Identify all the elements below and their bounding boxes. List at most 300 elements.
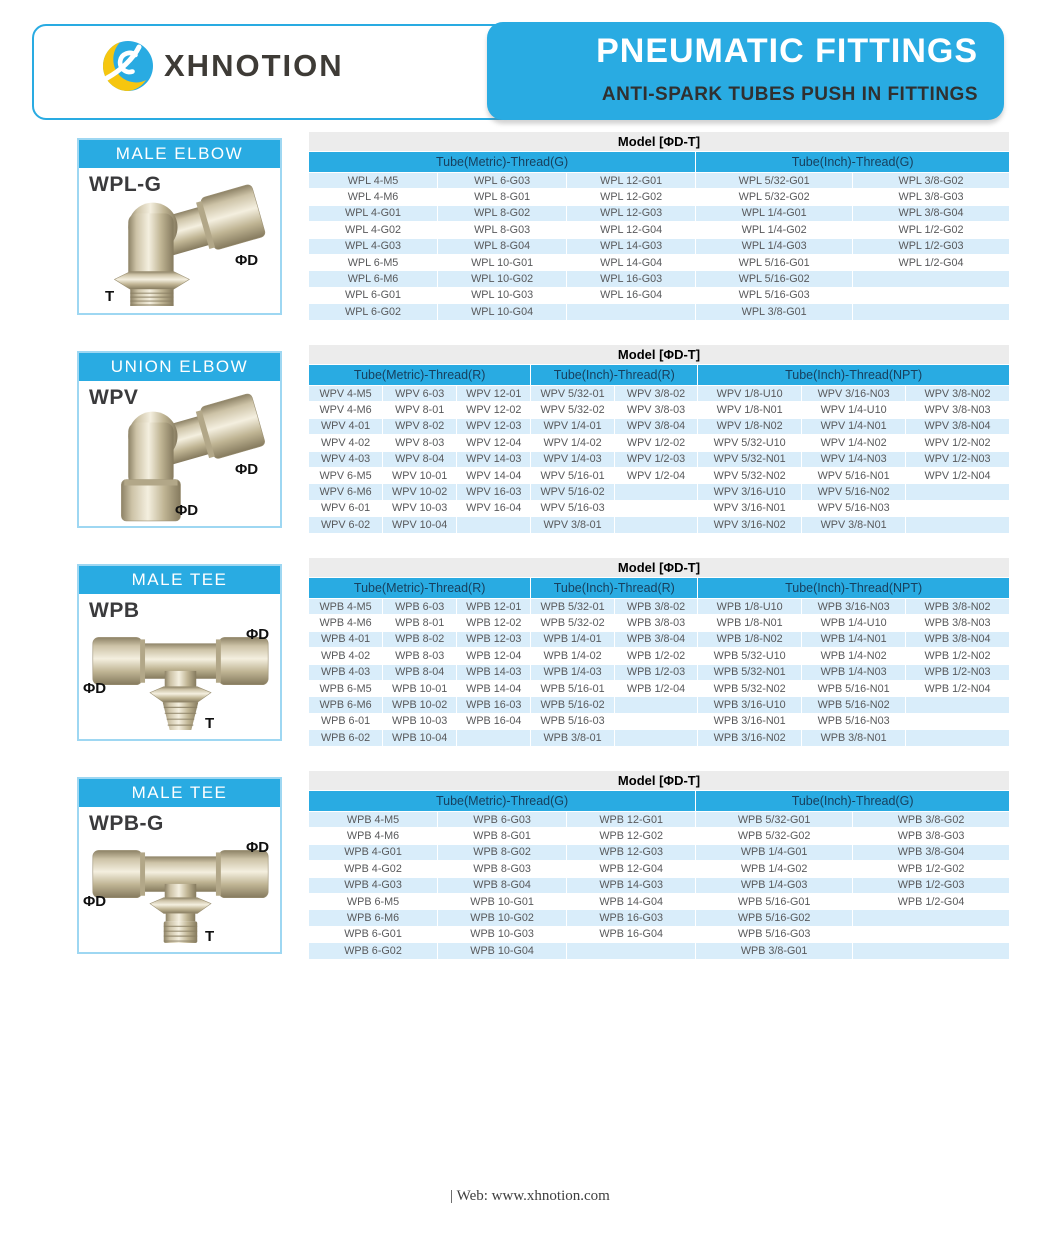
table-row: [309, 206, 1009, 221]
model-cell: WPB 3/8-01: [531, 730, 613, 745]
model-cell: [853, 943, 1009, 958]
model-cell: WPV 1/2-N03: [906, 452, 1009, 467]
table-row: [309, 386, 1009, 401]
table-row: [309, 222, 1009, 237]
model-cell: WPV 1/8-N01: [698, 402, 801, 417]
footer-web-address: | Web: www.xhnotion.com: [450, 1188, 610, 1204]
model-cell: WPB 1/2-04: [615, 681, 697, 696]
model-cell: WPB 5/32-N02: [698, 681, 801, 696]
model-cell: WPL 4-M5: [309, 173, 437, 188]
model-cell: WPB 12-02: [457, 615, 530, 630]
table-row: [309, 189, 1009, 204]
model-cell: WPB 3/8-N04: [906, 632, 1009, 647]
model-cell: WPB 8-G01: [438, 828, 566, 843]
panel-category-title: MALE ELBOW: [79, 140, 280, 168]
section-male-elbow-wpl-g: [0, 128, 1060, 341]
table-row: [309, 255, 1009, 270]
model-cell: WPL 5/32-G01: [696, 173, 852, 188]
model-cell: WPV 3/8-03: [615, 402, 697, 417]
model-cell: WPB 4-M5: [309, 599, 382, 614]
model-cell: WPB 5/32-N01: [698, 665, 801, 680]
model-cell: WPV 4-M5: [309, 386, 382, 401]
model-cell: WPL 6-M6: [309, 271, 437, 286]
dimension-label-phi-d: ΦD: [175, 502, 199, 519]
model-cell: WPB 3/8-G02: [853, 812, 1009, 827]
dimension-label-phi-d: ΦD: [235, 252, 259, 269]
model-cell: WPV 12-04: [457, 435, 530, 450]
column-group-header: Tube(Inch)-Thread(NPT): [698, 365, 1009, 385]
model-cell: WPV 5/16-01: [531, 468, 613, 483]
table-row: [309, 812, 1009, 827]
model-code: WPB: [89, 599, 140, 622]
model-cell: WPV 1/4-U10: [802, 402, 905, 417]
model-cell: WPV 5/16-03: [531, 501, 613, 516]
table-row: [309, 599, 1009, 614]
model-cell: WPB 1/4-G03: [696, 878, 852, 893]
model-cell: WPB 14-G04: [567, 894, 695, 909]
model-cell: WPB 5/16-01: [531, 681, 613, 696]
model-cell: WPV 12-01: [457, 386, 530, 401]
model-cell: WPB 5/16-N01: [802, 681, 905, 696]
model-cell: WPL 16-G04: [567, 288, 695, 303]
section-union-elbow-wpv: [0, 341, 1060, 554]
model-cell: WPL 4-G03: [309, 239, 437, 254]
model-cell: [853, 927, 1009, 942]
model-cell: WPB 6-M6: [309, 697, 382, 712]
table-row: [309, 665, 1009, 680]
model-cell: [853, 288, 1009, 303]
table-row: [309, 419, 1009, 434]
column-group-header: Tube(Metric)-Thread(G): [309, 791, 695, 811]
model-cell: WPB 1/8-U10: [698, 599, 801, 614]
brand-name: XHNOTION: [164, 48, 344, 83]
table-title: Model [ΦD-T]: [309, 558, 1009, 577]
model-cell: WPB 5/16-N03: [802, 714, 905, 729]
model-cell: WPL 3/8-G02: [853, 173, 1009, 188]
model-cell: WPV 1/2-04: [615, 468, 697, 483]
model-cell: WPV 5/32-02: [531, 402, 613, 417]
model-cell: WPB 4-M5: [309, 812, 437, 827]
product-panel: [77, 351, 282, 528]
model-cell: WPB 3/8-N02: [906, 599, 1009, 614]
model-cell: [567, 943, 695, 958]
model-cell: WPV 1/4-03: [531, 452, 613, 467]
model-cell: WPV 3/8-N03: [906, 402, 1009, 417]
model-cell: WPB 6-01: [309, 714, 382, 729]
model-cell: WPL 3/8-G03: [853, 189, 1009, 204]
model-cell: WPV 3/8-N04: [906, 419, 1009, 434]
model-cell: WPB 14-03: [457, 665, 530, 680]
table-title: Model [ΦD-T]: [309, 771, 1009, 790]
model-cell: WPV 1/8-N02: [698, 419, 801, 434]
model-cell: WPB 1/8-N02: [698, 632, 801, 647]
brand-logo: [100, 38, 344, 94]
model-cell: WPL 1/4-G03: [696, 239, 852, 254]
model-cell: WPB 16-G04: [567, 927, 695, 942]
model-cell: [457, 730, 530, 745]
model-cell: WPL 5/16-G01: [696, 255, 852, 270]
model-code: WPV: [89, 386, 139, 409]
model-cell: WPL 8-G03: [438, 222, 566, 237]
panel-category-title: UNION ELBOW: [79, 353, 280, 381]
model-cell: WPL 4-G02: [309, 222, 437, 237]
model-cell: WPV 1/4-01: [531, 419, 613, 434]
model-cell: WPV 10-04: [383, 517, 456, 532]
model-cell: WPB 3/8-G04: [853, 845, 1009, 860]
model-cell: WPB 8-G04: [438, 878, 566, 893]
model-cell: WPB 6-M5: [309, 681, 382, 696]
model-cell: [615, 714, 697, 729]
model-cell: WPB 12-G03: [567, 845, 695, 860]
model-cell: WPV 4-M6: [309, 402, 382, 417]
model-cell: [906, 517, 1009, 532]
model-cell: WPB 1/2-N02: [906, 648, 1009, 663]
model-cell: WPL 5/16-G02: [696, 271, 852, 286]
model-cell: WPL 6-G02: [309, 304, 437, 319]
column-group-header: Tube(Inch)-Thread(NPT): [698, 578, 1009, 598]
model-cell: WPV 14-03: [457, 452, 530, 467]
dimension-label-phi-d: ΦD: [235, 461, 259, 478]
model-cell: [906, 697, 1009, 712]
model-cell: WPV 1/2-N04: [906, 468, 1009, 483]
table-row: [309, 402, 1009, 417]
table-row: [309, 173, 1009, 188]
model-cell: WPB 3/8-N03: [906, 615, 1009, 630]
model-cell: WPB 1/2-N03: [906, 665, 1009, 680]
model-cell: WPV 10-02: [383, 484, 456, 499]
column-group-header: Tube(Inch)-Thread(G): [696, 791, 1009, 811]
model-cell: WPV 3/8-N02: [906, 386, 1009, 401]
product-panel: [77, 138, 282, 315]
model-cell: WPB 4-02: [309, 648, 382, 663]
section-male-tee-wpb: [0, 554, 1060, 767]
product-panel: [77, 777, 282, 954]
model-cell: WPV 3/8-04: [615, 419, 697, 434]
model-cell: WPV 3/16-N01: [698, 501, 801, 516]
table-row: [309, 878, 1009, 893]
model-cell: [853, 910, 1009, 925]
column-group-header: Tube(Inch)-Thread(R): [531, 578, 697, 598]
model-cell: WPV 5/16-N01: [802, 468, 905, 483]
model-cell: WPB 5/32-U10: [698, 648, 801, 663]
model-cell: WPL 1/2-G04: [853, 255, 1009, 270]
dimension-label-phi-d: ΦD: [83, 893, 107, 910]
model-cell: WPB 1/4-N01: [802, 632, 905, 647]
model-cell: WPB 12-G04: [567, 861, 695, 876]
model-cell: WPB 12-04: [457, 648, 530, 663]
column-group-header: Tube(Inch)-Thread(G): [696, 152, 1009, 172]
table-row: [309, 714, 1009, 729]
model-cell: [853, 271, 1009, 286]
model-table-container: [308, 131, 1010, 321]
model-cell: WPV 1/8-U10: [698, 386, 801, 401]
model-cell: WPV 16-03: [457, 484, 530, 499]
model-cell: WPL 1/2-G02: [853, 222, 1009, 237]
model-cell: WPB 5/16-03: [531, 714, 613, 729]
model-cell: WPV 4-03: [309, 452, 382, 467]
model-cell: WPB 5/16-N02: [802, 697, 905, 712]
model-cell: WPL 6-M5: [309, 255, 437, 270]
model-cell: WPB 4-M6: [309, 828, 437, 843]
model-cell: WPV 1/4-02: [531, 435, 613, 450]
model-cell: WPV 3/16-N03: [802, 386, 905, 401]
model-cell: WPB 8-04: [383, 665, 456, 680]
table-row: [309, 927, 1009, 942]
model-cell: WPB 5/16-02: [531, 697, 613, 712]
model-cell: WPB 1/4-G02: [696, 861, 852, 876]
model-cell: WPL 5/32-G02: [696, 189, 852, 204]
model-cell: WPL 1/4-G01: [696, 206, 852, 221]
table-title: Model [ΦD-T]: [309, 132, 1009, 151]
model-cell: WPB 1/4-01: [531, 632, 613, 647]
model-cell: WPB 10-02: [383, 697, 456, 712]
model-cell: WPB 5/16-G03: [696, 927, 852, 942]
model-cell: WPL 6-G03: [438, 173, 566, 188]
model-cell: [567, 304, 695, 319]
model-cell: WPB 1/4-02: [531, 648, 613, 663]
model-cell: WPV 3/8-01: [531, 517, 613, 532]
model-cell: WPB 5/16-G02: [696, 910, 852, 925]
model-cell: WPV 5/32-U10: [698, 435, 801, 450]
model-cell: WPB 6-G02: [309, 943, 437, 958]
model-cell: WPB 14-G03: [567, 878, 695, 893]
model-cell: WPB 10-04: [383, 730, 456, 745]
model-cell: WPL 6-G01: [309, 288, 437, 303]
model-cell: WPB 3/8-02: [615, 599, 697, 614]
model-cell: WPV 3/8-N01: [802, 517, 905, 532]
model-cell: WPB 10-G04: [438, 943, 566, 958]
model-cell: WPV 6-01: [309, 501, 382, 516]
model-cell: [457, 517, 530, 532]
column-group-header: Tube(Inch)-Thread(R): [531, 365, 697, 385]
model-cell: WPL 8-G04: [438, 239, 566, 254]
model-cell: WPB 10-01: [383, 681, 456, 696]
model-cell: WPB 1/4-N03: [802, 665, 905, 680]
model-cell: WPB 6-M6: [309, 910, 437, 925]
table-row: [309, 681, 1009, 696]
model-cell: WPL 10-G02: [438, 271, 566, 286]
table-row: [309, 271, 1009, 286]
model-cell: WPV 10-03: [383, 501, 456, 516]
model-cell: WPB 3/8-N01: [802, 730, 905, 745]
model-cell: WPB 3/16-N03: [802, 599, 905, 614]
table-row: [309, 452, 1009, 467]
model-cell: WPB 3/8-G01: [696, 943, 852, 958]
model-cell: WPL 4-M6: [309, 189, 437, 204]
dimension-label-t: T: [205, 928, 215, 945]
model-cell: WPL 8-G02: [438, 206, 566, 221]
model-cell: WPL 12-G03: [567, 206, 695, 221]
panel-category-title: MALE TEE: [79, 566, 280, 594]
model-cell: WPB 16-03: [457, 697, 530, 712]
model-cell: WPB 3/16-U10: [698, 697, 801, 712]
model-cell: WPV 1/2-03: [615, 452, 697, 467]
model-cell: WPB 1/2-G04: [853, 894, 1009, 909]
model-table: [308, 557, 1010, 747]
table-row: [309, 435, 1009, 450]
model-code: WPL-G: [89, 173, 162, 196]
model-cell: WPB 10-G02: [438, 910, 566, 925]
table-row: [309, 943, 1009, 958]
model-cell: WPL 12-G02: [567, 189, 695, 204]
model-table-container: [308, 557, 1010, 747]
dimension-label-t: T: [105, 288, 115, 305]
model-cell: WPB 6-G01: [309, 927, 437, 942]
model-cell: WPB 3/16-N02: [698, 730, 801, 745]
model-cell: WPV 12-03: [457, 419, 530, 434]
model-cell: WPV 8-03: [383, 435, 456, 450]
model-cell: WPB 10-03: [383, 714, 456, 729]
model-cell: WPB 1/4-U10: [802, 615, 905, 630]
panel-category-title: MALE TEE: [79, 779, 280, 807]
model-cell: WPV 5/32-N01: [698, 452, 801, 467]
model-cell: WPB 1/8-N01: [698, 615, 801, 630]
dimension-label-t: T: [205, 715, 215, 732]
model-cell: WPB 12-G02: [567, 828, 695, 843]
model-cell: WPB 6-03: [383, 599, 456, 614]
model-cell: [906, 714, 1009, 729]
model-cell: WPV 12-02: [457, 402, 530, 417]
model-cell: [906, 730, 1009, 745]
table-row: [309, 697, 1009, 712]
table-row: [309, 861, 1009, 876]
model-cell: WPV 1/4-N01: [802, 419, 905, 434]
model-cell: WPV 6-02: [309, 517, 382, 532]
model-table: [308, 770, 1010, 960]
model-cell: [615, 517, 697, 532]
model-cell: WPB 8-02: [383, 632, 456, 647]
model-cell: WPB 4-G02: [309, 861, 437, 876]
model-cell: WPV 5/16-N02: [802, 484, 905, 499]
model-cell: WPL 3/8-G01: [696, 304, 852, 319]
column-group-header: Tube(Metric)-Thread(R): [309, 578, 530, 598]
model-cell: WPB 1/2-N04: [906, 681, 1009, 696]
model-cell: WPV 4-01: [309, 419, 382, 434]
model-table: [308, 344, 1010, 534]
model-cell: WPB 5/32-02: [531, 615, 613, 630]
model-cell: WPL 12-G04: [567, 222, 695, 237]
model-cell: WPL 14-G03: [567, 239, 695, 254]
model-cell: WPB 12-G01: [567, 812, 695, 827]
model-cell: WPB 8-01: [383, 615, 456, 630]
table-row: [309, 239, 1009, 254]
model-cell: WPV 1/4-N03: [802, 452, 905, 467]
model-cell: WPV 1/4-N02: [802, 435, 905, 450]
model-cell: [615, 730, 697, 745]
table-row: [309, 288, 1009, 303]
model-cell: WPV 5/32-N02: [698, 468, 801, 483]
table-row: [309, 845, 1009, 860]
model-cell: WPV 8-04: [383, 452, 456, 467]
model-cell: WPB 4-G03: [309, 878, 437, 893]
table-row: [309, 910, 1009, 925]
model-cell: [906, 484, 1009, 499]
model-cell: [615, 501, 697, 516]
product-panel: [77, 564, 282, 741]
table-row: [309, 517, 1009, 532]
model-cell: WPB 8-G03: [438, 861, 566, 876]
model-cell: [615, 697, 697, 712]
table-row: [309, 484, 1009, 499]
model-cell: WPV 8-01: [383, 402, 456, 417]
model-cell: WPB 1/2-G02: [853, 861, 1009, 876]
model-cell: WPB 1/4-03: [531, 665, 613, 680]
model-cell: WPB 4-M6: [309, 615, 382, 630]
model-cell: WPL 8-G01: [438, 189, 566, 204]
model-cell: WPV 5/32-01: [531, 386, 613, 401]
model-cell: WPB 5/32-01: [531, 599, 613, 614]
model-cell: WPV 10-01: [383, 468, 456, 483]
model-cell: WPV 3/8-02: [615, 386, 697, 401]
model-cell: WPL 3/8-G04: [853, 206, 1009, 221]
model-cell: WPV 4-02: [309, 435, 382, 450]
model-cell: WPB 5/32-G02: [696, 828, 852, 843]
model-cell: WPB 5/16-G01: [696, 894, 852, 909]
table-row: [309, 501, 1009, 516]
model-cell: [853, 304, 1009, 319]
table-row: [309, 632, 1009, 647]
model-cell: WPL 1/4-G02: [696, 222, 852, 237]
model-cell: WPB 10-G03: [438, 927, 566, 942]
model-cell: WPL 4-G01: [309, 206, 437, 221]
model-cell: WPB 4-01: [309, 632, 382, 647]
page-subtitle: ANTI-SPARK TUBES PUSH IN FITTINGS: [601, 84, 978, 105]
table-row: [309, 648, 1009, 663]
model-cell: WPB 6-G03: [438, 812, 566, 827]
model-cell: WPL 1/2-G03: [853, 239, 1009, 254]
model-cell: WPB 1/2-03: [615, 665, 697, 680]
model-cell: WPB 3/16-N01: [698, 714, 801, 729]
table-row: [309, 828, 1009, 843]
model-cell: WPV 1/2-N02: [906, 435, 1009, 450]
model-cell: WPL 10-G03: [438, 288, 566, 303]
model-cell: WPB 1/2-G03: [853, 878, 1009, 893]
model-cell: WPB 3/8-03: [615, 615, 697, 630]
model-cell: WPB 8-03: [383, 648, 456, 663]
table-row: [309, 468, 1009, 483]
model-cell: WPB 12-03: [457, 632, 530, 647]
model-cell: WPL 5/16-G03: [696, 288, 852, 303]
model-cell: WPB 4-03: [309, 665, 382, 680]
table-title: Model [ΦD-T]: [309, 345, 1009, 364]
model-code: WPB-G: [89, 812, 164, 835]
model-cell: WPB 10-G01: [438, 894, 566, 909]
table-row: [309, 730, 1009, 745]
model-table-container: [308, 344, 1010, 534]
model-cell: WPL 14-G04: [567, 255, 695, 270]
model-cell: WPL 10-G01: [438, 255, 566, 270]
model-cell: WPL 10-G04: [438, 304, 566, 319]
model-cell: WPB 3/8-04: [615, 632, 697, 647]
model-cell: WPB 5/32-G01: [696, 812, 852, 827]
model-cell: WPB 16-G03: [567, 910, 695, 925]
model-cell: WPV 6-M5: [309, 468, 382, 483]
model-cell: WPV 1/2-02: [615, 435, 697, 450]
model-cell: WPV 3/16-U10: [698, 484, 801, 499]
model-cell: WPV 6-03: [383, 386, 456, 401]
model-cell: [615, 484, 697, 499]
model-cell: WPV 14-04: [457, 468, 530, 483]
model-table-container: [308, 770, 1010, 960]
model-cell: WPB 6-M5: [309, 894, 437, 909]
header-banner: [487, 22, 1004, 120]
model-cell: WPV 3/16-N02: [698, 517, 801, 532]
table-row: [309, 894, 1009, 909]
model-cell: WPB 14-04: [457, 681, 530, 696]
model-cell: WPB 3/8-G03: [853, 828, 1009, 843]
table-row: [309, 615, 1009, 630]
model-cell: WPV 5/16-02: [531, 484, 613, 499]
